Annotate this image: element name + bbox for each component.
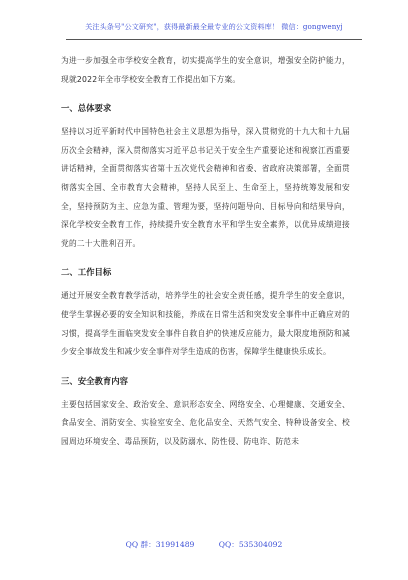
section-heading-safety-content: 三、安全教育内容 [61, 375, 128, 386]
section-heading-work-goals: 二、工作目标 [61, 267, 112, 278]
page-header: 关注头条号"公文研究"，获得最新最全最专业的公文资料库！ 微信：gongwenyj [85, 22, 343, 31]
header-divider [66, 39, 362, 40]
section-body-overall-requirements: 坚持以习近平新时代中国特色社会主义思想为指导，深入贯彻党的十九大和十九届历次全会精神，深入贯彻落实习近平总书记关于安全生产重要论述和视察江西重要讲话精神，全面贯彻落实省第十五次党代会精神和省委、省政府决策部署，全面贯彻落实全国、全市教育大会精神，坚持人民至上、生命至上，坚持统筹发展和安全，坚持预防为主、应急为重、管理为要，坚持问题导向、目标导向和结果导向，深化学校安全教育工作，持续提升安全教育水平和学生安全素养，以优异成绩迎接党的二十大胜利召开。 [61, 127, 350, 248]
intro-paragraph: 为进一步加强全市学校安全教育，切实提高学生的安全意识，增强安全防护能力，现就2022年全市学校安全教育工作提出如下方案。 [61, 56, 350, 84]
footer-qq: QQ：535304092 [218, 540, 283, 549]
page-footer [0, 539, 408, 550]
section-heading-overall-requirements: 一、总体要求 [61, 103, 112, 114]
section-body-work-goals: 通过开展安全教育教学活动，培养学生的社会安全责任感，提升学生的安全意识，使学生掌握必要的安全知识和技能，养成在日常生活和突发安全事件中正确应对的习惯，提高学生面临突发安全事件自救自护的快速反应能力，最大限度地预防和减少安全事故发生和减少安全事件对学生造成的伤害，保障学生健康快乐成长。 [61, 291, 350, 357]
document-body [61, 52, 350, 452]
section-body-safety-content: 主要包括国家安全、政治安全、意识形态安全、网络安全、心理健康、交通安全、食品安全、消防安全、实验室安全、危化品安全、天然气安全、特种设备安全、校园周边环境安全、毒品预防，以及防溺水、防性侵、防电诈、防范未 [61, 399, 350, 446]
footer-qq-group: QQ 群：31991489 [125, 540, 195, 549]
